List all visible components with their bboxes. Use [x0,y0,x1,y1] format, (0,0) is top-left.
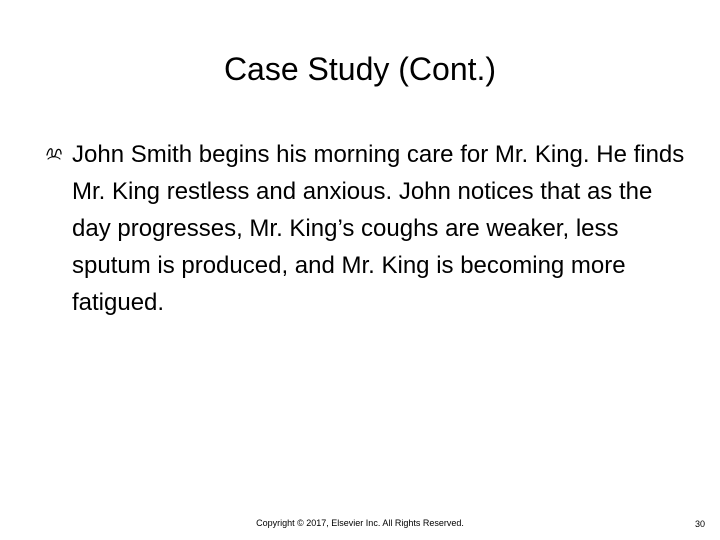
slide-title: Case Study (Cont.) [223,51,497,87]
bullet-list [44,136,694,321]
footer-copyright: Copyright © 2017, Elsevier Inc. All Rights Reserved. [256,518,464,528]
bullet-text: John Smith begins his morning care for Mr. King. He finds Mr. King restless and anxious. John notices that as the day progresses, Mr. King’s coughs are weaker, less sputum is produced, and Mr. King is becoming more fatigued. [72,141,685,316]
swirl-bullet-icon [44,144,64,164]
bullet-item [44,136,694,321]
page-number: 30 [694,519,705,529]
